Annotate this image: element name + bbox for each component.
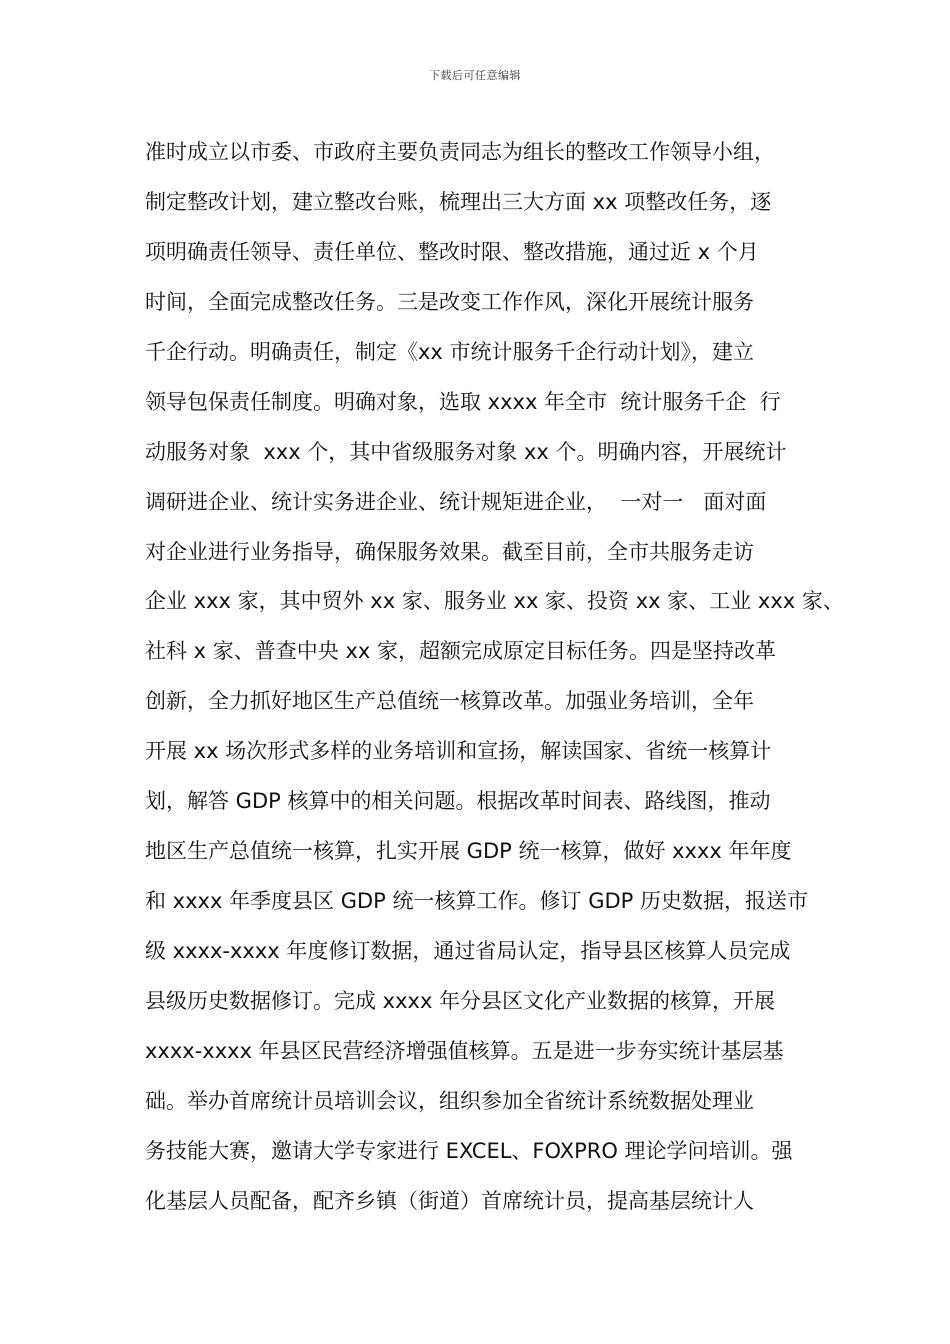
- text-line: 县级历史数据修订。完成 xxxx 年分县区文化产业数据的核算，开展: [145, 988, 776, 1013]
- text-line: 务技能大赛，邀请大学专家进行 EXCEL、FOXPRO 理论学问培训。强: [145, 1138, 793, 1163]
- text-line: 制定整改计划，建立整改台账，梳理出三大方面 xx 项整改任务，逐: [145, 189, 772, 214]
- text-line: 准时成立以市委、市政府主要负责同志为组长的整改工作领导小组，: [145, 140, 775, 164]
- text-line: 项明确责任领导、责任单位、整改时限、整改措施，通过近 x 个月: [145, 239, 759, 264]
- text-line: 础。举办首席统计员培训会议，组织参加全省统计系统数据处理业: [145, 1088, 754, 1113]
- text-line: 开展 xx 场次形式多样的业务培训和宣扬，解读国家、省统一核算计: [145, 739, 772, 764]
- text-line: 时间，全面完成整改任务。三是改变工作作风，深化开展统计服务: [145, 289, 754, 314]
- text-line: 对企业进行业务指导，确保服务效果。截至目前，全市共服务走访: [145, 539, 754, 564]
- header-note: 下载后可任意编辑: [429, 69, 521, 82]
- text-line: 领导包保责任制度。明确对象，选取 xxxx 年全市 统计服务千企 行: [145, 389, 781, 414]
- text-line: 企业 xxx 家，其中贸外 xx 家、服务业 xx 家、投资 xx 家、工业 xxx 家、: [145, 589, 844, 614]
- text-line: 社科 x 家、普查中央 xx 家，超额完成原定目标任务。四是坚持改革: [145, 639, 776, 664]
- text-line: 地区生产总值统一核算，扎实开展 GDP 统一核算，做好 xxxx 年年度: [145, 839, 792, 864]
- text-line: 动服务对象 xxx 个，其中省级服务对象 xx 个。明确内容，开展统计: [145, 439, 787, 464]
- text-line: 调研进企业、统计实务进企业、统计规矩进企业， 一对一 面对面: [145, 489, 767, 514]
- text-line: 创新，全力抓好地区生产总值统一核算改革。加强业务培训，全年: [145, 689, 754, 714]
- text-line: 划，解答 GDP 核算中的相关问题。根据改革时间表、路线图，推动: [145, 789, 771, 814]
- text-line: 级 xxxx-xxxx 年度修订数据，通过省局认定，指导县区核算人员完成: [145, 939, 791, 963]
- text-line: 和 xxxx 年季度县区 GDP 统一核算工作。修订 GDP 历史数据，报送市: [145, 889, 808, 914]
- body-text: [145, 132, 844, 1231]
- text-line: 化基层人员配备，配齐乡镇（街道）首席统计员，提高基层统计人: [145, 1188, 754, 1213]
- text-line: xxxx-xxxx 年县区民营经济增强值核算。五是进一步夯实统计基层基: [145, 1038, 784, 1063]
- text-line: 千企行动。明确责任，制定《xx 市统计服务千企行动计划》，建立: [145, 339, 755, 364]
